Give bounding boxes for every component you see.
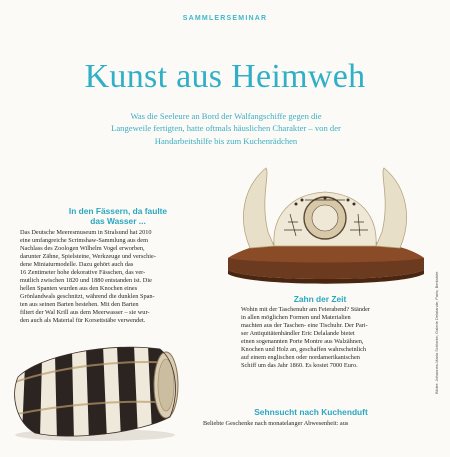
- section-body-faesser: [20, 229, 156, 325]
- body-line: einen sogenannten Porte Montre aus Walzähnen,: [241, 338, 364, 345]
- lead-line: Handarbeitshilfe bis zum Kuchenrädchen: [154, 135, 298, 146]
- body-line: 16 Zentimeter hohe dekorative Fässchen, das ver-: [20, 269, 146, 276]
- heading-line: In den Fässern, da faulte: [68, 206, 168, 216]
- porte-montre-photo: [210, 160, 440, 290]
- body-line: ten aus seinen Barten bestehen. Mit den Barten: [20, 301, 139, 308]
- section-heading-zahn: Zahn der Zeit: [293, 294, 347, 304]
- article-title: Kunst aus Heimweh: [84, 58, 366, 95]
- body-line: eine umfangreiche Scrimshaw-Sammlung aus dem: [20, 237, 149, 244]
- body-line: machten aus der Taschen- eine Tischuhr. Der Pari-: [241, 322, 368, 329]
- body-line: mutlich zwischen 1820 und 1880 entstanden ist. Die: [20, 277, 152, 284]
- body-line: in allen möglichen Formen und Materialien: [241, 314, 351, 321]
- body-line: Knochen und Holz an, geschaffen wahrscheinlich: [241, 346, 367, 353]
- body-line: Das Deutsche Meeresmuseum in Stralsund hat 2010: [20, 229, 152, 236]
- whalebone-barrel-photo: [0, 337, 185, 443]
- article-lead: [82, 110, 370, 147]
- section-body-zahn: [241, 306, 370, 370]
- lead-line: Langeweile fertigten, hatte oftmals häuslichen Charakter – von der: [111, 123, 341, 134]
- body-line: Wohin mit der Taschenuhr am Feierabend? Ständer: [241, 306, 371, 313]
- section-kicker: SAMMLERSEMINAR: [182, 15, 268, 22]
- body-line: darunter Zähne, Spielsteine, Werkzeuge und verschie-: [20, 253, 156, 260]
- body-line: den auch als Material für Korsettstäbe verwendet.: [20, 317, 146, 324]
- body-line: Grönlandwals geschnitzt, während die dunklen Span-: [20, 293, 155, 300]
- body-line: Schiff um das Jahr 1860. Es kostet 7000 Euro.: [241, 362, 358, 369]
- body-line: auf einem englischen oder nordamerikanischen: [241, 354, 360, 361]
- photo-credit: Bilder: Johannes-Maria Schlorke; Galerie Delalande, Paris; Berkshire: [434, 271, 439, 394]
- body-line: Nachlass des Zoologen Wilhelm Vogel erworben,: [20, 245, 145, 252]
- section-heading-faesser: [20, 206, 216, 226]
- body-line: ser Antiquitätenhändler Eric Delalande bietet: [241, 330, 355, 337]
- section-body-kuchenduft: [203, 420, 348, 428]
- body-line: hellen Spanten wurden aus den Knochen eines: [20, 285, 138, 292]
- body-line: filtert der Wal Krill aus dem Meerwasser – sie wur-: [20, 309, 150, 316]
- body-line: Beliebte Geschenke nach monatelanger Abwesenheit: aus: [203, 420, 349, 427]
- lead-line: Was die Seeleure an Bord der Walfangschiffe gegen die: [130, 111, 322, 121]
- body-line: dene Miniaturmodelle. Dazu gehört auch das: [20, 261, 134, 268]
- heading-line: das Wasser ...: [90, 216, 146, 226]
- section-heading-kuchenduft: Sehnsucht nach Kuchenduft: [254, 407, 368, 417]
